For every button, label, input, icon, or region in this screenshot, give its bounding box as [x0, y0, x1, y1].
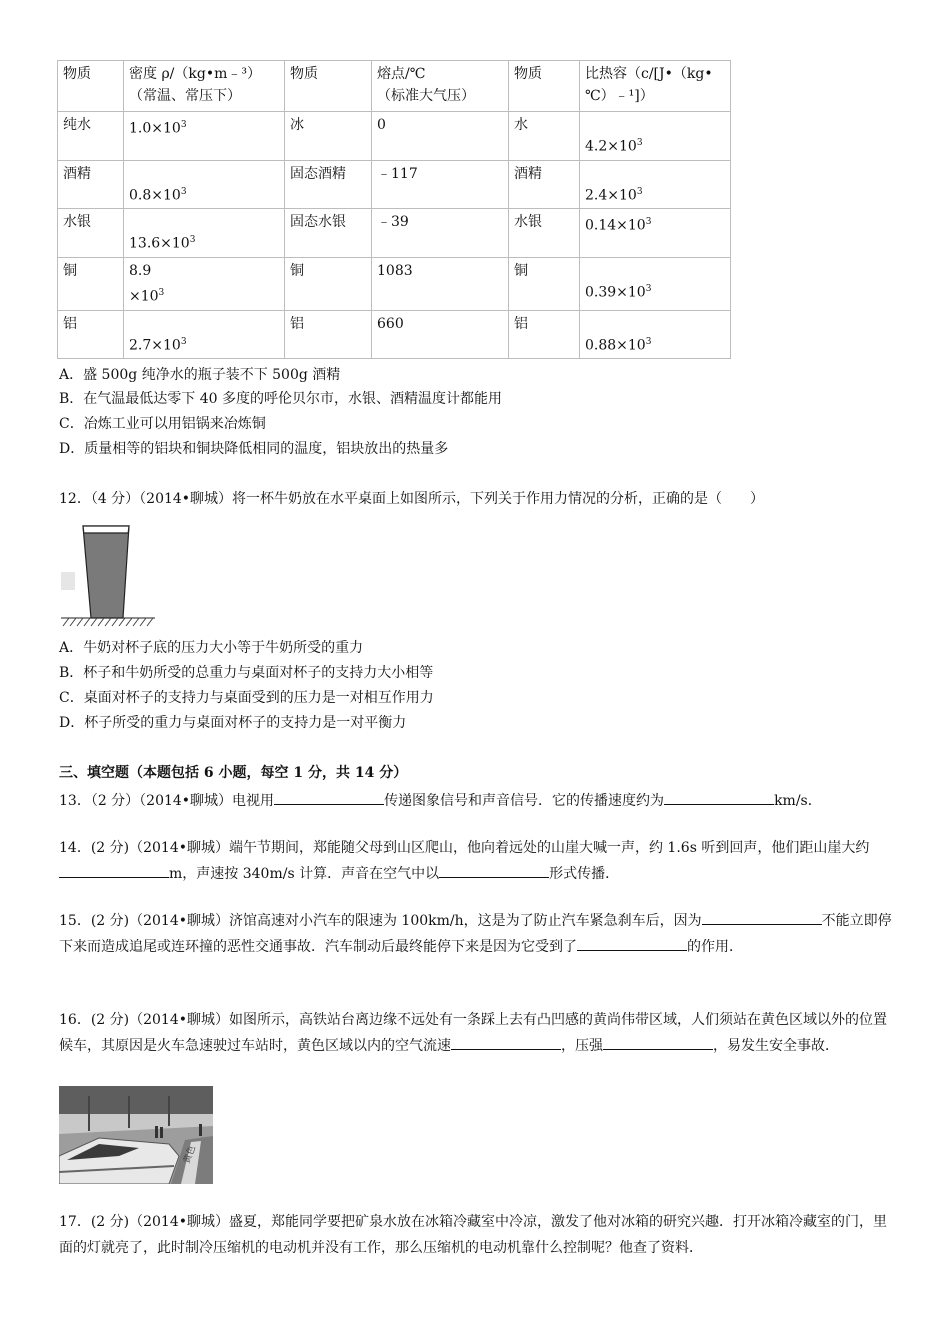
table-header-row: [58, 61, 731, 112]
q12-option-a: A．牛奶对杯子底的压力大小等于牛奶所受的重力: [59, 640, 364, 656]
question-13: 13．（2 分）（2014•聊城）电视用 传递图象信号和声音信号．它的传播速度约为 km/s．: [59, 788, 822, 811]
cell-density: $13.6\times 10^3$: [124, 209, 285, 258]
section-3-title: 三、填空题（本题包括 6 小题，每空 1 分，共 14 分）: [59, 765, 408, 781]
q12-option-b: B．杯子和牛奶所受的总重力与桌面对杯子的支持力大小相等: [59, 665, 434, 681]
cell-substance: 水银: [58, 209, 124, 258]
q14-blank-2[interactable]: [439, 861, 549, 878]
cell-heat: $4.2\times 10^3$: [580, 112, 731, 161]
cell-density: $0.8\times 10^3$: [124, 160, 285, 209]
cell-melting: 660: [372, 310, 509, 359]
cell-heat: $2.4\times 10^3$: [580, 160, 731, 209]
cell-heat: $0.14\times 10^3$: [580, 209, 731, 258]
header-substance-2: 物质: [285, 61, 372, 112]
platform-yellow-text: 黄色: [182, 1144, 198, 1166]
header-substance-3: 物质: [509, 61, 580, 112]
cell-substance: 固态水银: [285, 209, 372, 258]
material-properties-table: [57, 60, 731, 359]
question-14: 14．(2 分)（2014•聊城）端午节期间，郑能随父母到山区爬山，他向着远处的山崖大喊一声，约 1.6s 听到回声，他们距山崖大约m，声速按 340m/s 计算．声音在空气中以 形式传播．: [59, 840, 870, 882]
q16-blank-1[interactable]: [451, 1033, 561, 1050]
cell-melting: 1083: [372, 257, 509, 310]
cell-heat: $0.88\times 10^3$: [580, 310, 731, 359]
q11-option-c: C．冶炼工业可以用铝锅来冶炼铜: [59, 416, 266, 432]
q11-option-a: A．盛 500g 纯净水的瓶子装不下 500g 酒精: [59, 367, 341, 383]
q11-option-d: D．质量相等的铝块和铜块降低相同的温度，铝块放出的热量多: [59, 441, 449, 457]
cell-substance: 铜: [285, 257, 372, 310]
q16-blank-2[interactable]: [603, 1033, 713, 1050]
q13-blank-1[interactable]: [274, 788, 384, 805]
question-16: 16．(2 分)（2014•聊城）如图所示，高铁站台离边缘不远处有一条踩上去有凸凹感的黄尚伟带区域，人们须站在黄色区域以外的位置候车，其原因是火车急速驶过车站时，黄色区域以内的空气流速 ，压强 ，易发生安全事故．: [59, 1012, 887, 1054]
cell-substance: 铝: [285, 310, 372, 359]
cell-substance: 酒精: [509, 160, 580, 209]
q13-blank-2[interactable]: [664, 788, 774, 805]
header-substance-1: 物质: [58, 61, 124, 112]
cell-substance: 水: [509, 112, 580, 161]
cell-melting: ﹣39: [372, 209, 509, 258]
cell-substance: 铝: [509, 310, 580, 359]
q12-stem: 12．（4 分）（2014•聊城）将一杯牛奶放在水平桌面上如图所示，下列关于作用力情况的分析，正确的是（ ）: [59, 491, 765, 507]
table-row: [58, 160, 731, 209]
question-17: 17．(2 分)（2014•聊城）盛夏，郑能同学要把矿泉水放在冰箱冷藏室中冷凉，激发了他对冰箱的研究兴趣．打开冰箱冷藏室的门，里面的灯就亮了，此时制冷压缩机的电动机并没有工作，那么压缩机的电动机靠什么控制呢？他查了资料．: [59, 1214, 887, 1256]
cell-substance: 固态酒精: [285, 160, 372, 209]
table-row: [58, 112, 731, 161]
q11-option-b: B．在气温最低达零下 40 多度的呼伦贝尔市，水银、酒精温度计都能用: [59, 391, 503, 407]
cell-substance: 铝: [58, 310, 124, 359]
cell-substance: 纯水: [58, 112, 124, 161]
cell-density: 8.9 $\times 10^3$: [124, 257, 285, 310]
cell-melting: 0: [372, 112, 509, 161]
header-heat: 比热容（c/[J•（kg• ℃）﹣¹]）: [580, 61, 731, 112]
cell-heat: $0.39\times 10^3$: [580, 257, 731, 310]
q15-blank-2[interactable]: [577, 934, 687, 951]
cell-substance: 水银: [509, 209, 580, 258]
header-melting: 熔点/℃ （标准大气压）: [372, 61, 509, 112]
q12-option-d: D．杯子所受的重力与桌面对杯子的支持力是一对平衡力: [59, 715, 407, 731]
cell-substance: 铜: [58, 257, 124, 310]
q15-blank-1[interactable]: [702, 908, 822, 925]
table-row: [58, 257, 731, 310]
q14-blank-1[interactable]: [59, 861, 169, 878]
cell-substance: 铜: [509, 257, 580, 310]
cell-substance: 冰: [285, 112, 372, 161]
q12-option-c: C．桌面对杯子的支持力与桌面受到的压力是一对相互作用力: [59, 690, 434, 706]
cell-density: $2.7\times 10^3$: [124, 310, 285, 359]
high-speed-train-photo: [59, 1086, 213, 1184]
cell-melting: ﹣117: [372, 160, 509, 209]
table-row: [58, 209, 731, 258]
cell-substance: 酒精: [58, 160, 124, 209]
header-density: 密度 ρ/（kg•m﹣³） （常温、常压下）: [124, 61, 285, 112]
milk-cup-figure: [59, 520, 159, 630]
cell-density: $1.0\times 10^3$: [124, 112, 285, 161]
question-15: 15．(2 分)（2014•聊城）济馆高速对小汽车的限速为 100km/h，这是为了防止汽车紧急刹车后，因为 不能立即停下来而造成追尾或连环撞的恶性交通事故．汽车制动后最终能停下来是因为它受到了 的作用．: [59, 908, 897, 960]
table-row: [58, 310, 731, 359]
